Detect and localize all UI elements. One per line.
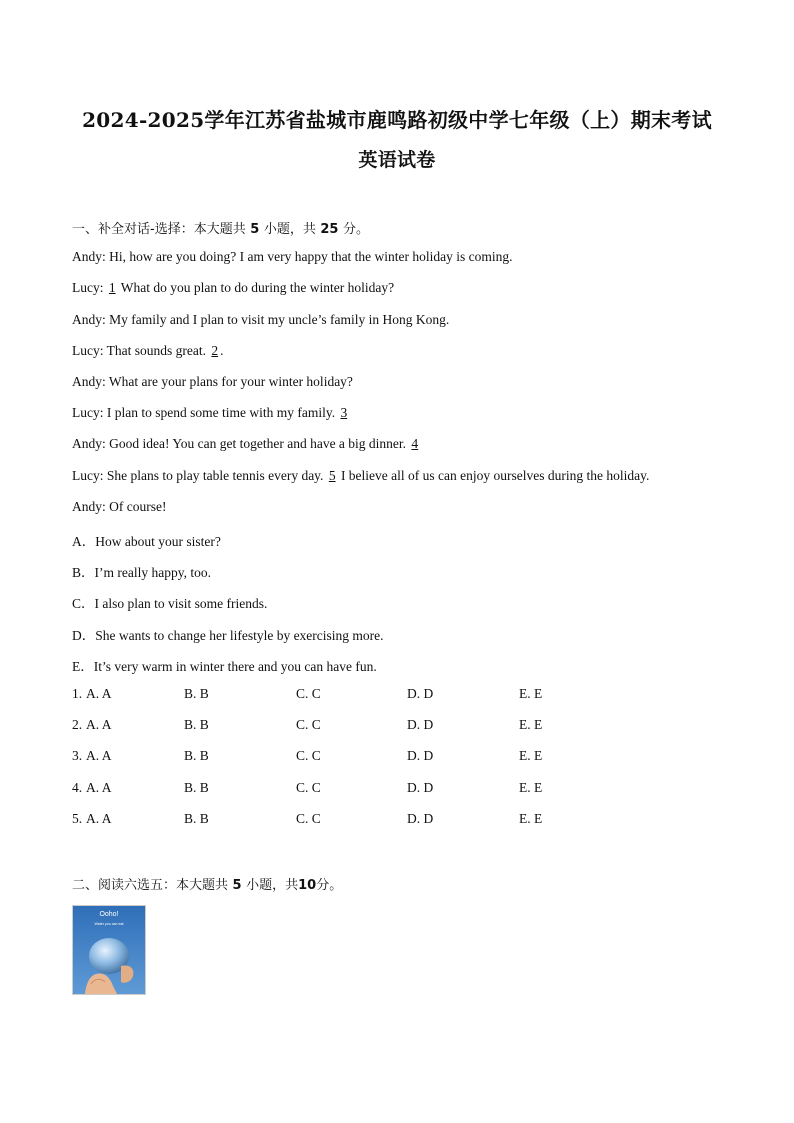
dialogue-line: [72, 468, 649, 484]
choice-c[interactable]: C. C: [296, 780, 321, 795]
answer-blank: 2: [211, 343, 219, 358]
dialogue-line: [72, 436, 420, 452]
option-c: C．I also plan to visit some friends.: [72, 596, 268, 611]
choice-e[interactable]: E. E: [519, 717, 543, 732]
choice-b[interactable]: B. B: [184, 686, 209, 701]
dialogue-line: Andy: Of course!: [72, 499, 167, 514]
section2-heading-mid: 小题，共: [246, 878, 299, 893]
dialogue-line: Andy: My family and I plan to visit my uncle’s family in Hong Kong.: [72, 312, 450, 327]
section1-heading-mid: 小题，共: [263, 222, 316, 237]
question-number: 3.: [72, 748, 83, 763]
choice-d[interactable]: D. D: [407, 686, 434, 701]
dialogue-line: Andy: What are your plans for your winter holiday?: [72, 374, 353, 389]
dialogue-line: [72, 343, 223, 359]
dialogue-line-text: Lucy: I plan to spend some time with my family.: [72, 405, 339, 420]
section1-heading: [72, 218, 369, 237]
ooho-poster-image: [72, 905, 146, 995]
choice-c[interactable]: C. C: [296, 748, 321, 763]
choice-e[interactable]: E. E: [519, 748, 543, 763]
answer-blank: 1: [108, 280, 116, 295]
section1-heading-prefix: 一、补全对话-选择：本大题共: [72, 222, 246, 237]
choice-c[interactable]: C. C: [296, 686, 321, 701]
answer-blank: 5: [328, 468, 336, 483]
choice-b[interactable]: B. B: [184, 811, 209, 826]
dialogue-line: [72, 405, 349, 421]
question-number: 1.: [72, 686, 83, 701]
section1-score: 25: [315, 222, 343, 237]
exam-subtitle: 英语试卷: [358, 149, 436, 171]
answer-blank: 3: [340, 405, 348, 420]
option-d: D．She wants to change her lifestyle by exercising more.: [72, 628, 384, 643]
option-a: A．How about your sister?: [72, 534, 221, 549]
answer-row: [72, 748, 632, 766]
choice-c[interactable]: C. C: [296, 811, 321, 826]
choice-a[interactable]: A. A: [86, 686, 112, 701]
choice-e[interactable]: E. E: [519, 780, 543, 795]
answer-blank: 4: [411, 436, 419, 451]
question-number: 4.: [72, 780, 83, 795]
choice-d[interactable]: D. D: [407, 717, 434, 732]
question-number: 2.: [72, 717, 83, 732]
choice-d[interactable]: D. D: [407, 811, 434, 826]
dialogue-line-text: Lucy:: [72, 280, 107, 295]
section2-score: 10: [298, 878, 317, 893]
poster-top-text: Ooho!: [99, 911, 119, 918]
ooho-poster-illustration: [73, 906, 145, 994]
choice-a[interactable]: A. A: [86, 811, 112, 826]
dialogue-line-text: Lucy: She plans to play table tennis every day.: [72, 468, 327, 483]
choice-a[interactable]: A. A: [86, 780, 112, 795]
choice-e[interactable]: E. E: [519, 686, 543, 701]
answer-row: [72, 717, 632, 735]
section2-heading-prefix: 二、阅读六选五：本大题共: [72, 878, 229, 893]
choice-d[interactable]: D. D: [407, 748, 434, 763]
choice-d[interactable]: D. D: [407, 780, 434, 795]
choice-b[interactable]: B. B: [184, 748, 209, 763]
question-number: 5.: [72, 811, 83, 826]
choice-b[interactable]: B. B: [184, 717, 209, 732]
dialogue-line: Andy: Hi, how are you doing? I am very happy that the winter holiday is coming.: [72, 249, 513, 264]
option-e: E．It’s very warm in winter there and you can have fun.: [72, 659, 377, 674]
exam-title: 2024-2025学年江苏省盐城市鹿鸣路初级中学七年级（上）期末考试: [82, 108, 712, 132]
dialogue-line-text: .: [220, 343, 224, 358]
choice-c[interactable]: C. C: [296, 717, 321, 732]
answer-row: [72, 780, 632, 798]
choice-e[interactable]: E. E: [519, 811, 543, 826]
section2-heading: [72, 874, 342, 893]
answer-row: [72, 811, 632, 829]
dialogue-line-text: What do you plan to do during the winter holiday?: [117, 280, 395, 295]
dialogue-line: [72, 280, 394, 296]
section1-heading-suffix: 分。: [342, 222, 369, 237]
choice-a[interactable]: A. A: [86, 748, 112, 763]
section2-question-count: 5: [228, 878, 247, 893]
dialogue-line-text: Lucy: That sounds great.: [72, 343, 210, 358]
choice-b[interactable]: B. B: [184, 780, 209, 795]
section2-heading-suffix: 分。: [316, 878, 343, 893]
dialogue-line-text: I believe all of us can enjoy ourselves during the holiday.: [337, 468, 650, 483]
choice-a[interactable]: A. A: [86, 717, 112, 732]
answer-row: [72, 686, 632, 704]
poster-caption: Water you can eat: [94, 922, 124, 926]
section1-question-count: 5: [245, 222, 264, 237]
dialogue-line-text: Andy: Good idea! You can get together and have a big dinner.: [72, 436, 410, 451]
option-b: B．I’m really happy, too.: [72, 565, 211, 580]
